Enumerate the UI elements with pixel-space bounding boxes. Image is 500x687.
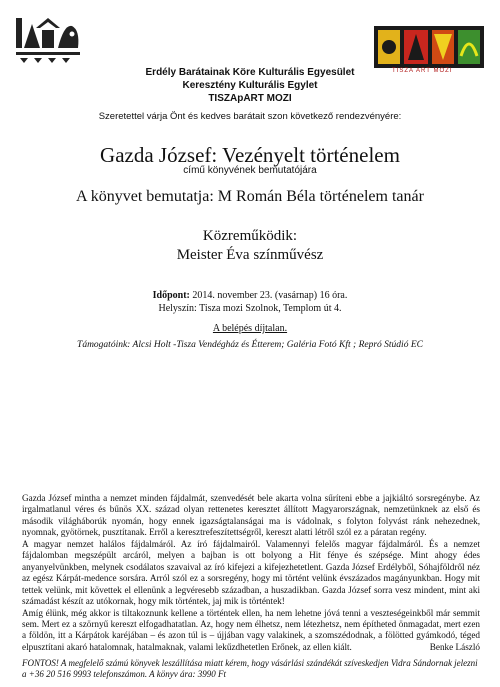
review-paragraph: A magyar nemzet halálos fájdalmáról. Az író fájdalmairól. Valamennyi felelős magyar fájdalmáról. És a nemzet fájdalomban megszépült arcáról, melyen a bajban is ott bolyong a Hit fénye és szépsége. Mint ahogy édes anyanyelvünkben, melynek csodálatos szavaival az író kifejezi a kifejezhetetlent. Gazda József Erdélyből, Sóhajföldről néz az egész Kárpát-medence sorsára. Arról szól ez a sorsregény, hogy mi történt velünk évszázados magányunkban. Hogy mit tettek velünk, mit követtek el ellenünk a legvéresebb században, a huszadikban. Gazda József sorra vesz mindent, mint aki számadást készít az utókornak, hogy mik történtek, jaj mik is történtek! bbox=[22, 538, 480, 607]
review-paragraph: Gazda József mintha a nemzet minden fájdalmát, szenvedését bele akarta volna sűríteni ebbe a jajkiáltó sorsregénybe. Az irgalmatlanul véres és bűnös XX. század olyan rettenetes keresztet állított Magyarországnak, nemzetünknek az első és második világháborúk nyomán, hogy ennek igazságtalanságai ma is vádolnak, s folyton folyvást ránk nehezednek, nyomnak, gyötörnek, pusztítanak. Erről a keresztrefeszítettségről, kereszt alatti létről szól ez a páratan regény. bbox=[22, 493, 480, 538]
review-paragraph-text: Amíg élünk, még akkor is tiltakoznunk kellene a történtek ellen, ha nem lehetne jóvá tenni a veszteségeinkből már semmit sem. Mert ez a szörnyű kereszt elfogadhatatlan. Az, hogy nem élhetsz, nem létezhetsz, nem építheted önmagadat, mert ezen a földön, itt a Kárpátok karéjában – és azon túl is – újjában vagy valakinek, a szomszédodnak, a fölötted gyámkodó, téged elpusztítani akaró hatalomnak, hatalmaknak, valami lekűzdhetetlen Erőnek, az ellen kiált. bbox=[22, 607, 480, 652]
time-value: 2014. november 23. (vasárnap) 16 óra. bbox=[189, 290, 348, 301]
organizer-line-2: Keresztény Kulturális Egylet bbox=[182, 80, 318, 91]
sponsors-line: Támogatóink: Alcsi Holt -Tisza Vendégház és Étterem; Galéria Fotó Kft ; Repró Stúdió EC bbox=[77, 340, 423, 350]
event-title: Gazda József: Vezényelt történelem bbox=[100, 143, 400, 167]
invitation-text: Szeretettel várja Önt és kedves barátait szon következő rendezvényére: bbox=[98, 111, 402, 122]
footer-notice: FONTOS! A megfelelő számú könyvek leszállítása miatt kérem, hogy vásárlási szándékát szíveskedjen Vidra Sándornak jelezni a +36 20 516 9993 telefonszámon. A könyv ára: 3990 Ft bbox=[22, 658, 478, 679]
event-time bbox=[0, 289, 500, 302]
entry-note: A belépés díjtalan. bbox=[212, 323, 288, 334]
event-location: Helyszín: Tisza mozi Szolnok, Templom út 4. bbox=[158, 303, 342, 314]
cooperation-name: Meister Éva színművész bbox=[176, 247, 324, 263]
organization-logo bbox=[14, 14, 84, 64]
review-text bbox=[22, 493, 480, 653]
time-label: Időpont: bbox=[152, 290, 190, 301]
event-subtitle: című könyvének bemutatójára bbox=[183, 165, 317, 176]
cooperation-label: Közreműködik: bbox=[202, 228, 298, 244]
presenter-line: A könyvet bemutatja: M Román Béla történelem tanár bbox=[76, 188, 424, 205]
review-paragraph bbox=[22, 608, 480, 654]
organizer-line-1: Erdély Barátainak Köre Kulturális Egyesület bbox=[145, 67, 355, 78]
organizer-line-3: TISZApART MOZI bbox=[208, 93, 292, 104]
signature: Benke László bbox=[429, 641, 480, 652]
cinema-logo-caption: TISZA ART MOZI bbox=[392, 68, 453, 74]
